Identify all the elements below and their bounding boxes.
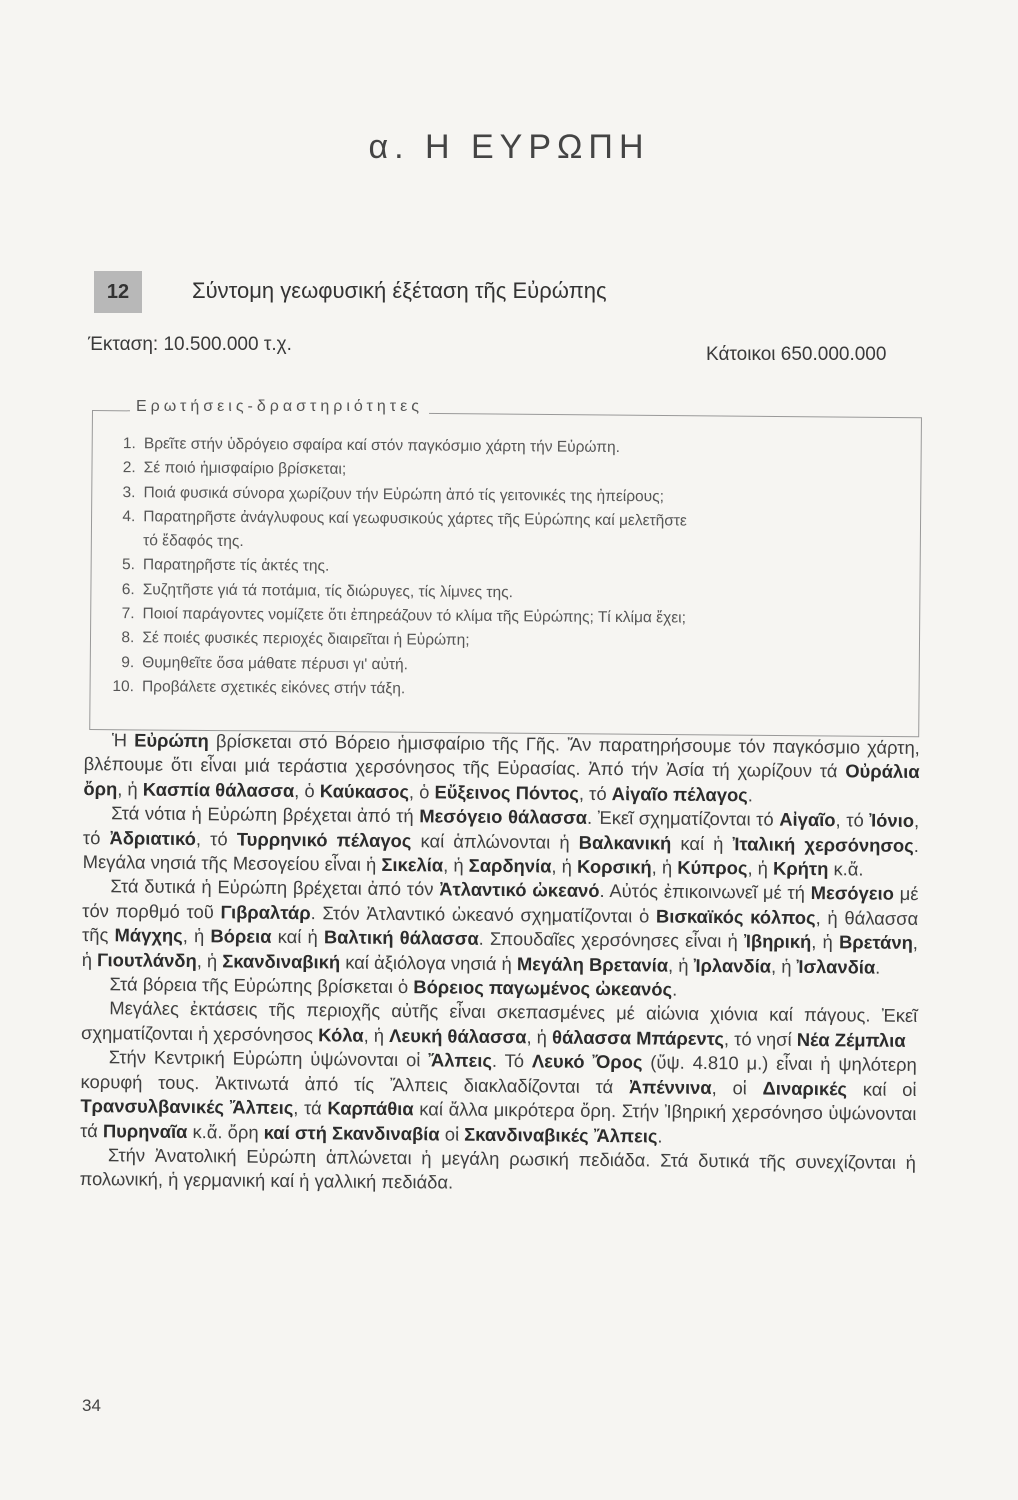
bold-term: Νέα Ζέμπλια — [796, 1028, 906, 1051]
exercise-text: Ποιά φυσικά σύνορα χωρίζουν τήν Εὐρώπη ἀπό τίς γειτονικές της ἠπείρους; — [143, 483, 664, 505]
chapter-title: α. Η ΕΥΡΩΠΗ — [368, 128, 650, 166]
bold-term: Πυρηναῖα — [102, 1119, 188, 1142]
bold-term: Εὐρώπη — [134, 729, 209, 752]
text-run: , ἡ — [551, 855, 578, 877]
bold-term: Καύκασος — [319, 780, 410, 802]
bold-term: Αἰγαῖο — [779, 808, 836, 831]
bold-term: Ἰσλανδία — [796, 955, 876, 978]
bold-term: Καρπάθια — [327, 1097, 414, 1120]
exercise-number: 6. — [121, 580, 135, 598]
text-run: μέ τόν πορθμό τοῦ — [82, 883, 919, 923]
text-run: Στήν Κεντρική Εὐρώπη ὑψώνονται οἱ — [108, 1046, 429, 1071]
text-run: . — [657, 1125, 663, 1147]
bold-term: Κορσική — [576, 855, 652, 878]
exercise-item — [111, 505, 901, 560]
bold-term: Σκανδιναβικές Ἄλπεις — [464, 1123, 658, 1147]
text-run: , τά — [293, 1097, 328, 1119]
bold-term: Οὐράλια ὄρη — [83, 760, 920, 800]
bold-term: Ἰρλανδία — [693, 954, 772, 977]
exercise-text: Ποιοί παράγοντες νομίζετε ὅτι ἐπηρεάζουν τό κλίμα τῆς Εὐρώπης; Τί κλίμα ἔχει; — [142, 605, 686, 627]
bold-term: Διναρικές — [762, 1077, 848, 1100]
area-stat: Έκταση: 10.500.000 τ.χ. — [88, 334, 292, 355]
text-run: καί ἄλλα μικρότερα ὄρη. Στήν Ἰβηρική χερσόνησο ὑψώνονται τά — [80, 1098, 917, 1141]
text-run: , ὁ — [294, 779, 320, 802]
exercise-text-continued: τό ἔδαφός της. — [143, 532, 244, 551]
exercise-text: Συζητῆστε γιά τά ποτάμια, τίς διώρυγες, τίς λίμνες της. — [142, 581, 514, 601]
bold-term: Ἀπέννινα — [628, 1075, 712, 1098]
text-run: οἱ — [439, 1122, 465, 1145]
exercise-text: Θυμηθεῖτε ὅσα μάθατε πέρυσι γι' αὐτή. — [142, 653, 409, 674]
exercise-number: 3. — [122, 483, 136, 501]
text-run: , ἡ — [117, 778, 143, 800]
bold-term: καί στή Σκανδιναβία — [263, 1121, 440, 1144]
bold-term: Μεσόγειο — [810, 882, 895, 905]
text-run: . — [875, 956, 881, 978]
exercise-number: 1. — [122, 435, 136, 453]
exercise-text: Σέ ποιές φυσικές περιοχές διαιρεῖται ἡ Εὐρώπη; — [142, 629, 470, 650]
bold-term: Ἀτλαντικό ὠκεανό — [439, 878, 600, 902]
text-run: . Μεγάλα νησιά τῆς Μεσογείου εἶναι ἡ — [82, 834, 919, 875]
bold-term: Βόρειος παγωμένος ὠκεανός — [413, 976, 673, 1000]
bold-term: Κύπρος — [677, 856, 748, 879]
text-run: καί οἱ — [846, 1078, 917, 1100]
exercise-number: 2. — [122, 459, 136, 477]
text-run: Ἡ — [111, 729, 135, 751]
text-run: , ἡ — [443, 854, 469, 876]
bold-term: Βαλτική θάλασσα — [323, 926, 479, 950]
bold-term: Σαρδηνία — [468, 854, 552, 877]
text-run: καί ἁπλώνονται ἡ — [411, 829, 579, 853]
section-title: Σύντομη γεωφυσική έξέταση τῆς Εὐρώπης — [192, 278, 607, 303]
bold-term: Ἀδριατικό — [109, 826, 197, 849]
text-run: Στά νότια ἡ Εὐρώπη βρέχεται ἀπό τή — [111, 802, 420, 827]
text-run: . Ἐκεῖ σχηματίζονται τό — [586, 807, 780, 830]
bold-term: Μάγχης — [114, 924, 183, 947]
bold-term: Μεσόγειο θάλασσα — [419, 805, 588, 829]
text-run: (ὕψ. 4.810 μ.) εἶναι ἡ ψηλότερη κορυφή τους. Ἀκτινωτά ἀπό τίς Ἄλπεις διακλαδίζονται τά — [80, 1051, 917, 1097]
bold-term: Εὔξεινος Πόντος — [434, 781, 579, 804]
text-run: . — [747, 784, 754, 806]
body-paragraph — [81, 996, 917, 1053]
text-run: , ἡ — [811, 931, 840, 953]
bold-term: Βισκαϊκός κόλπος — [655, 905, 816, 928]
text-run: κ.ἄ. ὄρη — [187, 1120, 264, 1143]
body-paragraph — [83, 728, 920, 809]
text-run: Μεγάλες ἐκτάσεις τῆς περιοχῆς αὐτῆς εἶναι σκεπασμένες μέ αἰώνια χιόνια καί πάγους. Ἐκεῖ σχηματίζονται ἡ χερσόνησος — [80, 997, 918, 1046]
exercise-text: Προβάλετε σχετικές εἰκόνες στήν τάξη. — [141, 678, 406, 698]
text-run: , ἡ — [81, 932, 919, 970]
bold-term: Βρετάνη — [838, 931, 913, 954]
text-run: Στά δυτικά ἡ Εὐρώπη βρέχεται ἀπό τόν — [110, 875, 440, 900]
bold-term: Κόλα — [318, 1024, 364, 1046]
text-run: , τό νησί — [723, 1028, 797, 1050]
bold-term: Σικελία — [381, 853, 444, 876]
text-run: , ἡ — [526, 1026, 553, 1048]
exercise-text: Παρατηρῆστε τίς ἀκτές της. — [142, 556, 330, 576]
text-run: , ἡ — [196, 949, 223, 971]
body-text — [80, 728, 920, 1200]
text-run: , οἱ — [711, 1076, 763, 1099]
text-run: καί ἡ — [671, 832, 733, 854]
text-run: , ἡ — [770, 955, 797, 977]
exercise-number: 4. — [122, 507, 136, 526]
bold-term: Βόρεια — [210, 925, 272, 948]
exercise-number: 8. — [121, 629, 135, 647]
text-run: , ὁ — [408, 780, 435, 803]
bold-term: Γιουτλάνδη — [97, 948, 197, 971]
exercise-text: Βρεῖτε στήν ὑδρόγειο σφαίρα καί στόν παγκόσμιο χάρτη τήν Εὐρώπη. — [143, 435, 620, 456]
text-run: , ἡ θάλασσα τῆς — [81, 906, 919, 946]
body-paragraph — [80, 1045, 917, 1151]
bold-term: Ἰόνιο — [869, 809, 915, 832]
page-number: 34 — [82, 1396, 101, 1415]
body-paragraph — [80, 1143, 916, 1200]
bold-term: Αἰγαῖο πέλαγος — [611, 782, 748, 806]
text-run: . Σπουδαῖες χερσόνησες εἶναι ἡ — [478, 928, 745, 952]
bold-term: Γιβραλτάρ — [220, 901, 311, 924]
text-run: . — [672, 978, 678, 1000]
bold-term: θάλασσα Μπάρεντς — [551, 1026, 725, 1050]
text-run: , ἡ — [363, 1024, 390, 1046]
text-run: , ἡ — [747, 857, 774, 879]
section-number-badge: 12 — [94, 271, 142, 313]
text-run: , τό — [82, 810, 920, 848]
bold-term: Ἄλπεις — [428, 1049, 493, 1072]
text-run: . Αὐτός ἐπικοινωνεῖ μέ τή — [599, 880, 811, 904]
bold-term: Ἰβηρική — [743, 930, 812, 953]
text-run: Στήν Ἀνατολική Εὐρώπη ἁπλώνεται ἡ μεγάλη ρωσική πεδιάδα. Στά δυτικά τῆς συνεχίζονται ἡ πολωνική, ἡ γερμανική καί ἡ γαλλική πεδιάδα. — [79, 1144, 916, 1193]
body-paragraph — [82, 874, 919, 980]
text-run: βρίσκεται στό Βόρειο ἡμισφαίριο τῆς Γῆς. Ἄν παρατηρήσουμε τόν παγκόσμιο χάρτη, βλέπουμε ὅτι εἶναι μιά τεράστια χερσόνησος τῆς Εὐρασίας. Ἀπό τήν Ἀσία τή χωρίζουν τά — [83, 730, 920, 782]
bold-term: Λευκή θάλασσα — [389, 1024, 527, 1048]
text-run: , τό — [835, 809, 870, 831]
bold-term: Ἰταλική χερσόνησος — [732, 832, 914, 856]
bold-term: Κασπία θάλασσα — [142, 778, 295, 801]
exercise-number: 9. — [121, 653, 135, 671]
bold-term: Βαλκανική — [578, 831, 672, 854]
text-run: , τό — [195, 827, 237, 850]
body-paragraph — [83, 801, 920, 882]
bold-term: Μεγάλη Βρετανία — [516, 952, 669, 976]
text-run: , ἡ — [651, 856, 678, 878]
text-run: καί ἡ — [271, 926, 325, 948]
text-run: , τό — [578, 782, 612, 804]
exercise-text: Παρατηρῆστε ἀνάγλυφους καί γεωφυσικούς χάρτες τῆς Εὐρώπης καί μελετῆστε — [143, 508, 687, 530]
exercises-title: Ερωτήσεις-δραστηριότητες — [130, 398, 429, 416]
exercise-number: 5. — [121, 556, 136, 574]
text-run: καί ἀξιόλογα νησιά ἡ — [340, 951, 518, 974]
bold-term: Λευκό Ὄρος — [531, 1050, 643, 1073]
bold-term: Τρανσυλβανικές Ἄλπεις — [80, 1095, 294, 1119]
text-run: , ἡ — [667, 954, 694, 976]
text-run: . Τό — [491, 1050, 533, 1072]
population-stat: Κάτοικοι 650.000.000 — [706, 344, 887, 365]
text-run: . Στόν Ἀτλαντικό ὠκεανό σχηματίζονται ὁ — [310, 902, 657, 927]
text-run: κ.ἄ. — [828, 858, 864, 880]
text-run: Στά βόρεια τῆς Εὐρώπης βρίσκεται ὁ — [109, 973, 414, 998]
text-run: , ἡ — [182, 925, 211, 947]
exercise-text: Σέ ποιό ἡμισφαίριο βρίσκεται; — [143, 459, 347, 479]
exercise-number: 7. — [121, 605, 135, 623]
exercises-list — [110, 432, 902, 705]
bold-term: Κρήτη — [772, 857, 829, 880]
exercise-number: 10. — [112, 677, 135, 696]
bold-term: Σκανδιναβική — [222, 949, 341, 973]
bold-term: Τυρρηνικό πέλαγος — [236, 828, 412, 851]
